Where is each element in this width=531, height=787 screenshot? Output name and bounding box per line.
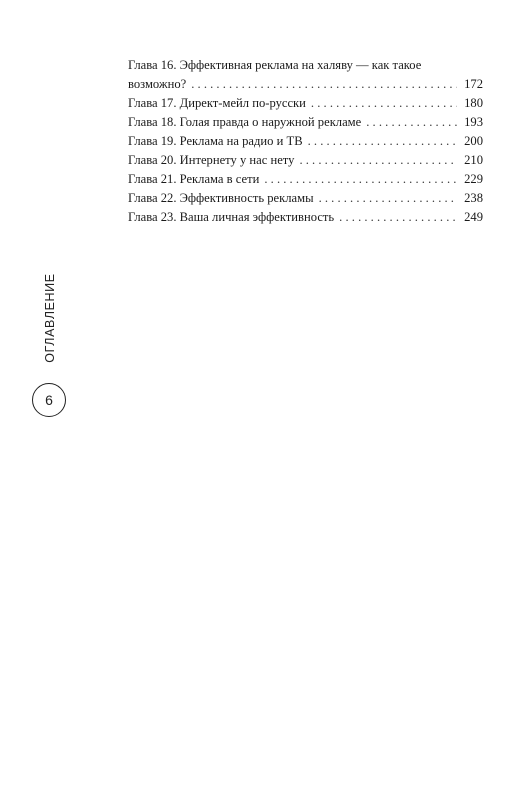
dot-leader <box>319 189 457 208</box>
toc-entry <box>128 132 483 151</box>
toc-entry-title: Глава 16. Эффективная реклама на халяву — как такое <box>128 58 422 72</box>
toc-entry-title: возможно? <box>128 77 187 91</box>
toc-entry <box>128 208 483 227</box>
toc-entry <box>128 151 483 170</box>
toc-entry-title: Глава 21. Реклама в сети <box>128 172 260 186</box>
toc-entry-page: 200 <box>464 134 483 148</box>
toc-entry-page: 172 <box>464 77 483 91</box>
toc-entry <box>128 189 483 208</box>
dot-leader <box>366 113 457 132</box>
toc-entry-title: Глава 20. Интернету у нас нету <box>128 153 295 167</box>
dot-leader <box>299 151 457 170</box>
toc-entry <box>128 94 483 113</box>
toc-entry-title: Глава 18. Голая правда о наружной рекламе <box>128 115 362 129</box>
toc-entry <box>128 113 483 132</box>
toc-entry-page: 238 <box>464 191 483 205</box>
toc-entry <box>128 56 483 94</box>
section-label: ОГЛАВЛЕНИЕ <box>43 273 57 363</box>
toc-entry-page: 249 <box>464 210 483 224</box>
toc-entry-page: 229 <box>464 172 483 186</box>
toc-entry <box>128 170 483 189</box>
dot-leader <box>264 170 457 189</box>
dot-leader <box>339 208 457 227</box>
toc-entry-title: Глава 19. Реклама на радио и ТВ <box>128 134 303 148</box>
table-of-contents <box>128 56 483 227</box>
dot-leader <box>191 75 457 94</box>
toc-entry-title: Глава 23. Ваша личная эффективность <box>128 210 335 224</box>
toc-entry-page: 210 <box>464 153 483 167</box>
dot-leader <box>311 94 457 113</box>
toc-entry-title: Глава 17. Директ-мейл по-русски <box>128 96 306 110</box>
page-number: 6 <box>32 383 66 417</box>
toc-entry-page: 193 <box>464 115 483 129</box>
toc-entry-page: 180 <box>464 96 483 110</box>
toc-entry-title: Глава 22. Эффективность рекламы <box>128 191 314 205</box>
dot-leader <box>308 132 457 151</box>
